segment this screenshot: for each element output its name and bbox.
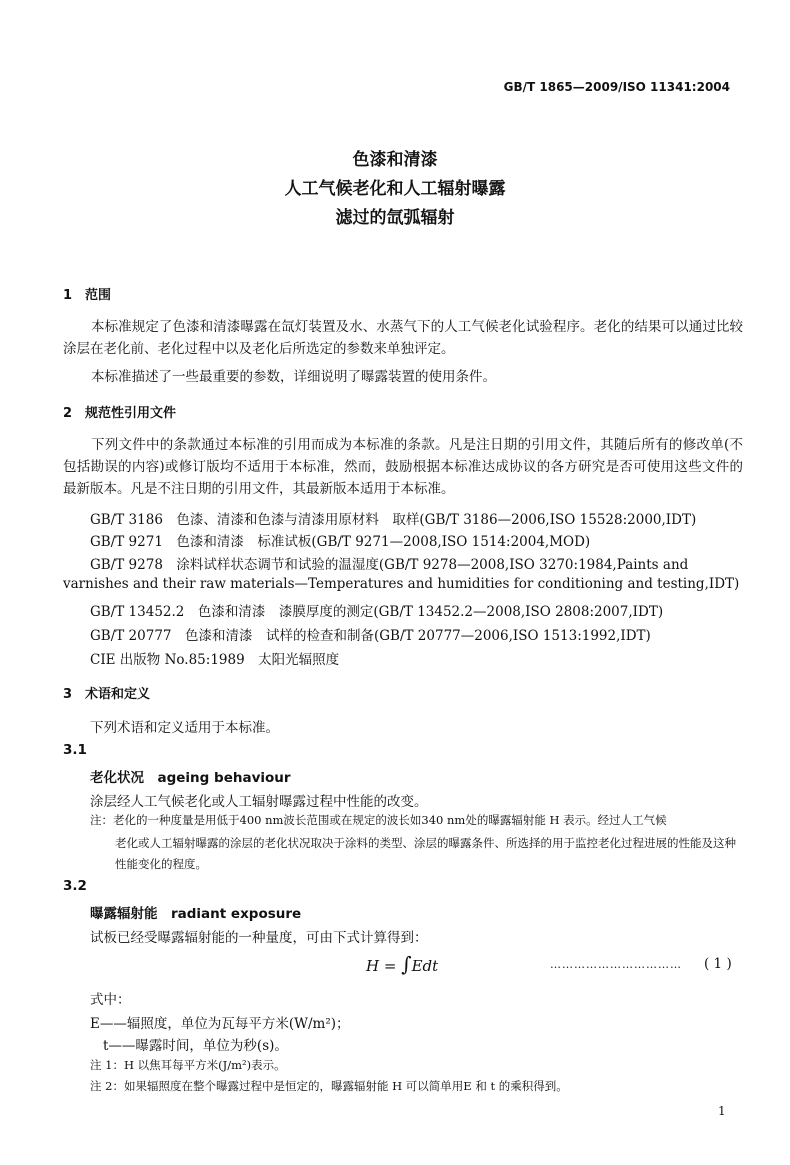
term-3-2-definition: 试板已经受曝露辐射能的一种量度，可由下式计算得到： — [90, 930, 428, 946]
formula-leader-dots: …………………………… — [550, 958, 682, 971]
note-1: 注 1：H 以焦耳每平方米(J/m²)表示。 — [90, 1058, 286, 1072]
reference-item: GB/T 3186 色漆、清漆和色漆与清漆用原材料 取样(GB/T 3186—2006,ISO 15528:2000,IDT) — [90, 512, 697, 528]
section-2-paragraph-1: 下列文件中的条款通过本标准的引用而成为本标准的条款。凡是注日期的引用文件，其随后所有的修改单(不包括勘误的内容)或修订版均不适用于本标准，然而，鼓励根据本标准达成协议的各方研究是否可使用这些文件的最新版本。凡是不注日期的引用文件，其最新版本适用于本标准。 — [63, 437, 743, 497]
reference-item: GB/T 9278 涂料试样状态调节和试验的温湿度(GB/T 9278—2008,ISO 3270:1984,Paints and — [90, 557, 689, 573]
title-line-2: 人工气候老化和人工辐射曝露 — [284, 179, 506, 199]
reference-item: GB/T 13452.2 色漆和清漆 漆膜厚度的测定(GB/T 13452.2—2008,ISO 2808:2007,IDT) — [90, 604, 664, 620]
variable-t: t——曝露时间，单位为秒(s)。 — [103, 1038, 288, 1054]
section-1-paragraph-2: 本标准描述了一些最重要的参数，详细说明了曝露装置的使用条件。 — [91, 369, 496, 385]
page-number: 1 — [718, 1104, 726, 1118]
term-3-1-number: 3.1 — [63, 742, 87, 758]
formula-number: ( 1 ) — [704, 956, 732, 972]
reference-item: CIE 出版物 No.85:1989 太阳光辐照度 — [90, 652, 340, 668]
reference-item-continuation: varnishes and their raw materials—Temperatures and humidities for conditioning and testing,IDT) — [63, 576, 740, 592]
integral-sign: ∫ — [401, 952, 412, 976]
reference-item: GB/T 9271 色漆和清漆 标准试板(GB/T 9271—2008,ISO 1514:2004,MOD) — [90, 534, 591, 550]
term-3-1-note: 注：老化的一种度量是用低于400 nm波长范围或在规定的波长如340 nm处的曝露辐射能 H 表示。经过人工气候 — [90, 813, 667, 827]
term-3-1-note-continuation: 老化或人工辐射曝露的涂层的老化状况取决于涂料的类型、涂层的曝露条件、所选择的用于监控老化过程进展的性能及这种性能变化的程度。 — [115, 836, 736, 871]
variable-e: E——辐照度，单位为瓦每平方米(W/m²)； — [90, 1016, 350, 1032]
title-line-3: 滤过的氙弧辐射 — [335, 208, 455, 228]
section-1-heading: 1 范围 — [63, 288, 112, 303]
standard-number: GB/T 1865—2009/ISO 11341:2004 — [503, 80, 730, 94]
title-line-1: 色漆和清漆 — [352, 150, 438, 170]
where-label: 式中： — [90, 992, 131, 1008]
term-3-1-title: 老化状况 ageing behaviour — [90, 770, 291, 786]
section-3-intro: 下列术语和定义适用于本标准。 — [90, 720, 279, 736]
formula-lhs: H = — [366, 957, 402, 975]
formula-rhs: Edt — [411, 957, 439, 975]
term-3-1-definition: 涂层经人工气候老化或人工辐射曝露过程中性能的改变。 — [90, 794, 428, 810]
term-3-2-title: 曝露辐射能 radiant exposure — [90, 906, 302, 922]
formula — [366, 952, 438, 976]
term-3-2-number: 3.2 — [63, 878, 87, 894]
section-2-heading: 2 规范性引用文件 — [63, 406, 177, 421]
section-1-paragraph-1: 本标准规定了色漆和清漆曝露在氙灯装置及水、水蒸气下的人工气候老化试验程序。老化的结果可以通过比较涂层在老化前、老化过程中以及老化后所选定的参数来单独评定。 — [63, 319, 743, 357]
reference-item: GB/T 20777 色漆和清漆 试样的检查和制备(GB/T 20777—2006,ISO 1513:1992,IDT) — [90, 628, 651, 644]
note-2: 注 2：如果辐照度在整个曝露过程中是恒定的，曝露辐射能 H 可以简单用E 和 t 的乘积得到。 — [90, 1079, 568, 1093]
section-3-heading: 3 术语和定义 — [63, 687, 151, 702]
